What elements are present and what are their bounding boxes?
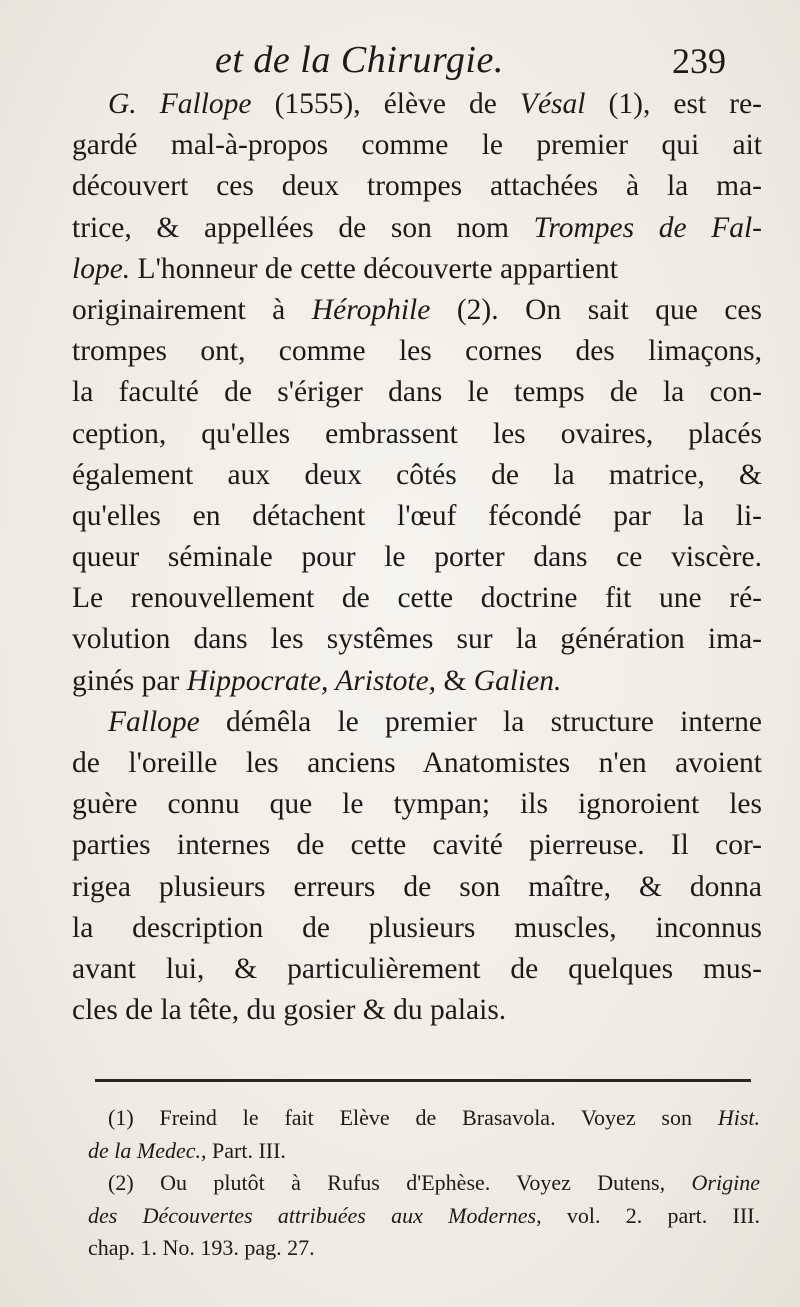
text-line: ginés par Hippocrate, Aristote, & Galien. <box>72 664 562 697</box>
text-line: de l'oreille les anciens Anatomistes n'en avoient <box>72 747 762 779</box>
text-line: gardé mal-à-propos comme le premier qui ait <box>72 129 762 162</box>
text-line: lope. L'honneur de cette découverte appartient <box>72 252 618 285</box>
footnote-line: de la Medec., Part. III. <box>88 1137 286 1163</box>
text-line: la faculté de s'ériger dans le temps de la con- <box>72 376 762 409</box>
text-line: également aux deux côtés de la matrice, & <box>72 458 762 491</box>
footnotes <box>88 1102 760 1265</box>
text-line: parties internes de cette cavité pierreuse. Il cor- <box>72 829 762 862</box>
text-line: avant lui, & particulièrement de quelques mus- <box>72 952 762 985</box>
text-line: trice, & appellées de son nom Trompes de Fal- <box>72 211 762 244</box>
text-line: G. Fallope (1555), élève de Vésal (1), est re- <box>108 88 762 120</box>
footnote-line: (1) Freind le fait Elève de Brasavola. Voyez son Hist. <box>108 1105 760 1130</box>
text-line: volution dans les systêmes sur la génération ima- <box>72 623 762 656</box>
text-line: qu'elles en détachent l'œuf fécondé par la li- <box>72 499 762 532</box>
text-line: cles de la tête, du gosier & du palais. <box>72 994 507 1027</box>
text-line: queur séminale pour le porter dans ce viscère. <box>72 541 762 574</box>
text-line: guère connu que le tympan; ils ignoroient les <box>72 788 762 821</box>
footnote-line: des Découvertes attribuées aux Modernes, vol. 2. part. III. <box>88 1202 760 1228</box>
text-line: découvert ces deux trompes attachées à la ma- <box>72 170 762 203</box>
footnote-divider <box>95 1079 751 1082</box>
text-line: ception, qu'elles embrassent les ovaires, placés <box>72 417 762 450</box>
page-number: 239 <box>672 41 726 81</box>
footnote-line: (2) Ou plutôt à Rufus d'Ephèse. Voyez Dutens, Origine <box>108 1170 760 1195</box>
text-line: la description de plusieurs muscles, inconnus <box>72 911 762 944</box>
text-line: Le renouvellement de cette doctrine fit une ré- <box>72 582 762 615</box>
main-text <box>72 84 762 1031</box>
text-line: Fallope démêla le premier la structure interne <box>108 705 762 738</box>
page-header <box>0 38 800 88</box>
running-title: et de la Chirurgie. <box>215 39 504 81</box>
text-line: rigea plusieurs erreurs de son maître, & donna <box>72 870 762 903</box>
footnote-line: chap. 1. No. 193. pag. 27. <box>88 1235 315 1260</box>
text-line: originairement à Hérophile (2). On sait que ces <box>72 293 762 326</box>
text-line: trompes ont, comme les cornes des limaçons, <box>72 335 762 368</box>
